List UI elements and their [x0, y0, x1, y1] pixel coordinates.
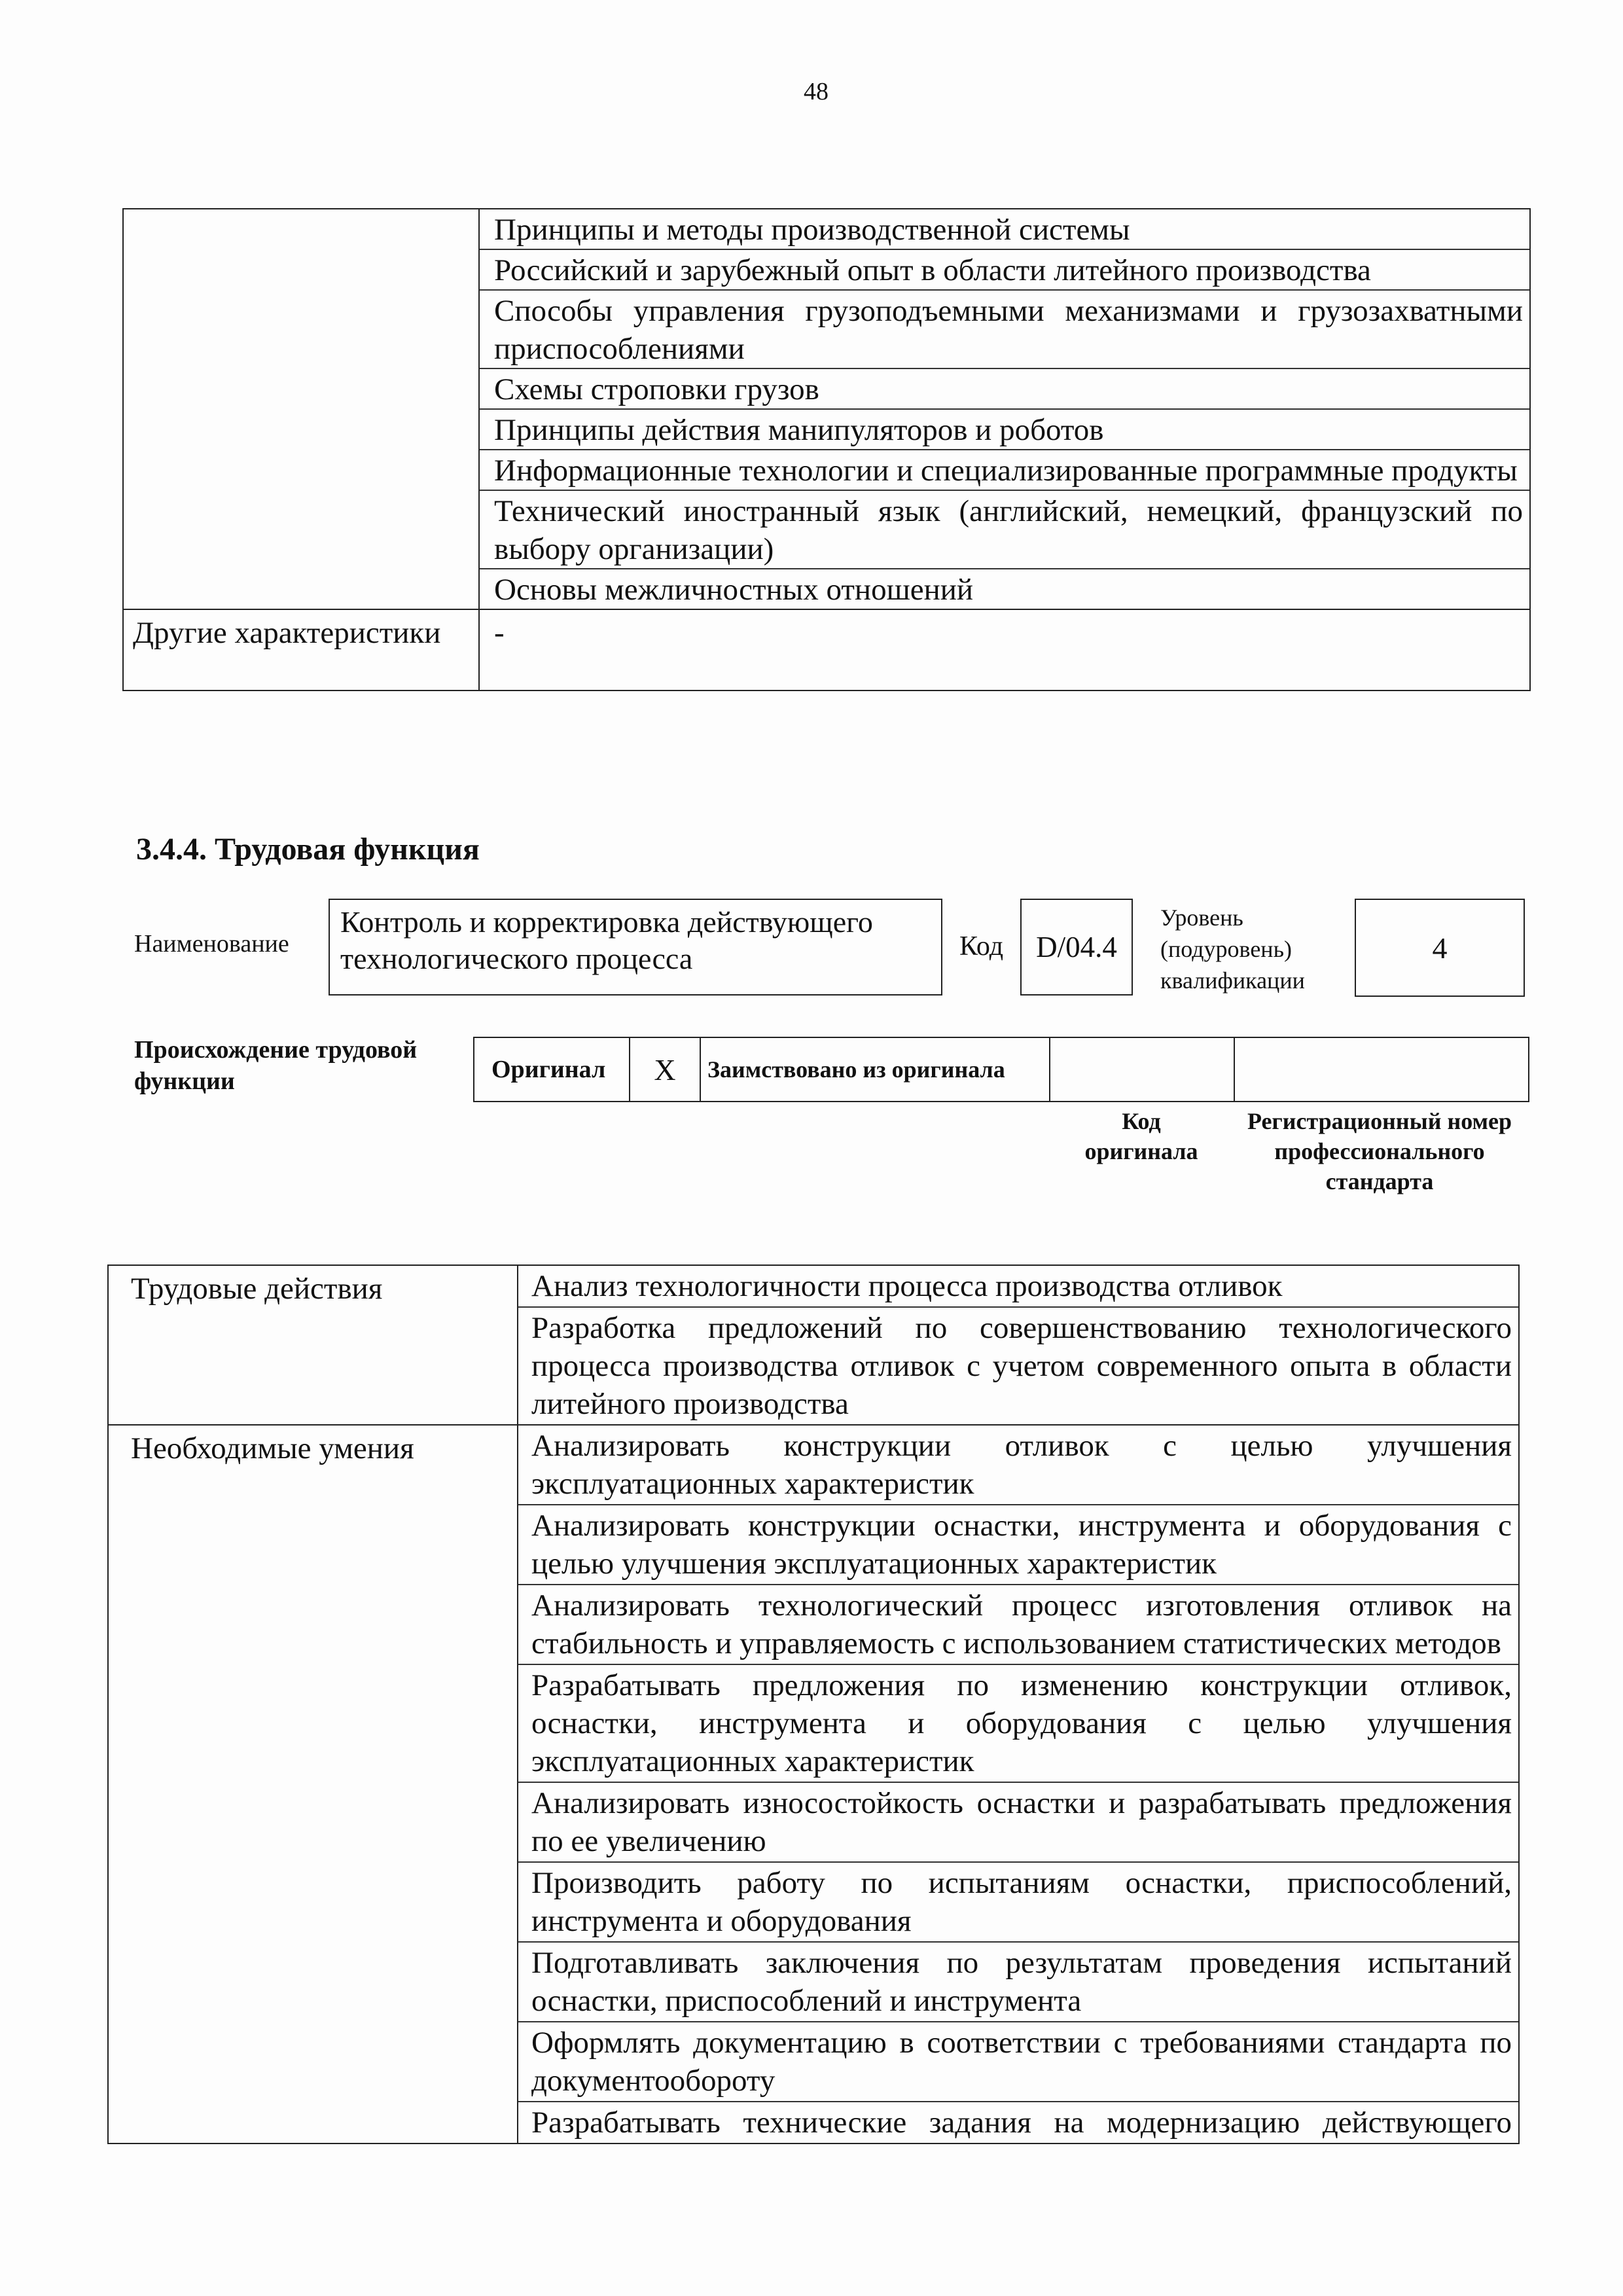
list-item: Разрабатывать предложения по изменению конструкции отливок, оснастки, инструмента и оборудования с целью улучшения эксплуатационных характеристик [518, 1665, 1518, 1783]
table-row [474, 1037, 1529, 1102]
original-label: Оригинал [474, 1037, 630, 1102]
original-code-cell [1050, 1037, 1234, 1102]
code-label: Код [959, 931, 1004, 961]
actions-label: Трудовые действия [108, 1265, 518, 1425]
list-item: Российский и зарубежный опыт в области литейного производства [480, 250, 1529, 291]
list-item: Подготавливать заключения по результатам проведения испытаний оснастки, приспособлений и инструмента [518, 1943, 1518, 2022]
code-value-box: D/04.4 [1020, 899, 1133, 996]
skills-label: Необходимые умения [108, 1425, 518, 2144]
origin-label-text: Происхождение трудовой функции [134, 1036, 418, 1095]
page-number: 48 [804, 78, 829, 105]
list-item: Технический иностранный язык (английский, немецкий, французский по выбору организации) [480, 491, 1529, 569]
origin-label [134, 1034, 461, 1097]
table-row [123, 609, 1530, 691]
level-label-text: Уровень (подуровень) квалификации [1160, 905, 1305, 994]
table-row [108, 1425, 1519, 2144]
knowledge-items-cell [479, 209, 1530, 609]
list-item: Разрабатывать технические задания на модернизацию действующего [531, 2106, 1512, 2140]
list-item: Информационные технологии и специализированные программные продукты [480, 450, 1529, 491]
list-item: Способы управления грузоподъемными механизмами и грузозахватными приспособлениями [480, 291, 1529, 369]
list-item: Разработка предложений по совершенствованию технологического процесса производства отливок с учетом современного опыта в области литейного производства [531, 1311, 1512, 1421]
list-item: Анализировать конструкции оснастки, инструмента и оборудования с целью улучшения эксплуатационных характеристик [518, 1505, 1518, 1585]
original-code-caption [1050, 1106, 1233, 1166]
table-row [108, 1265, 1519, 1425]
level-value-box: 4 [1355, 899, 1525, 997]
name-label: Наименование [134, 930, 289, 958]
list-item: Анализировать технологический процесс изготовления отливок на стабильность и управляемость с использованием статистических методов [518, 1585, 1518, 1665]
origin-table [473, 1037, 1529, 1102]
list-item: Производить работу по испытаниям оснастки, приспособлений, инструмента и оборудования [518, 1863, 1518, 1943]
registration-number-caption: Регистрационный номер профессионального стандарта [1247, 1108, 1512, 1194]
label-cell-empty [123, 209, 479, 609]
original-mark: X [630, 1037, 700, 1102]
section-heading: 3.4.4. Трудовая функция [136, 832, 480, 867]
level-label [1160, 902, 1344, 996]
name-value-box: Контроль и корректировка действующего технологического процесса [329, 899, 942, 996]
list-item: Принципы действия манипуляторов и роботов [480, 410, 1529, 450]
list-item: Анализ технологичности процесса производства отливок [518, 1266, 1518, 1308]
skills-cell [518, 1425, 1519, 2144]
list-item: Оформлять документацию в соответствии с требованиями стандарта по документообороту [518, 2022, 1518, 2102]
list-item: Анализировать конструкции отливок с целью улучшения эксплуатационных характеристик [518, 1426, 1518, 1505]
actions-cell [518, 1265, 1519, 1425]
registration-number-cell [1234, 1037, 1529, 1102]
list-item: Принципы и методы производственной системы [480, 209, 1529, 250]
knowledge-table [122, 208, 1531, 691]
list-item: Схемы строповки грузов [480, 369, 1529, 410]
other-characteristics-label: Другие характеристики [123, 609, 479, 691]
list-item: Основы межличностных отношений [494, 573, 974, 607]
other-characteristics-value: - [479, 609, 1530, 691]
labor-actions-table [107, 1265, 1520, 2144]
borrowed-label: Заимствовано из оригинала [700, 1037, 1050, 1102]
table-row [123, 209, 1530, 609]
list-item: Анализировать износостойкость оснастки и разрабатывать предложения по ее увеличению [518, 1783, 1518, 1863]
original-code-caption-text: Код оригинала [1084, 1108, 1198, 1164]
